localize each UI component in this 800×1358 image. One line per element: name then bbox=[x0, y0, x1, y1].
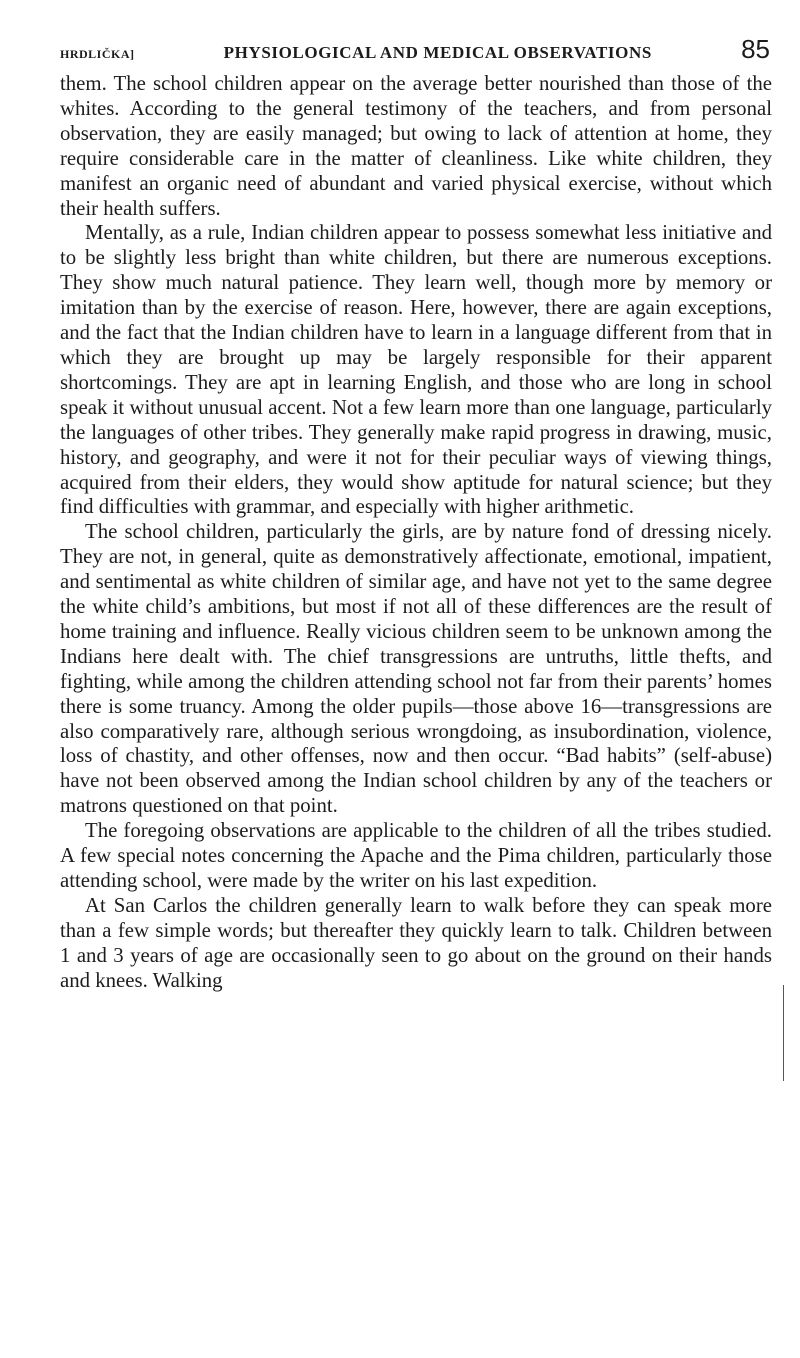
body-text bbox=[60, 72, 772, 994]
paragraph-1: them. The school children appear on the average better nourished than those of the whites. According to the general testimony of the teachers, and from personal observation, they are easily managed; but owing to lack of attention at home, they require considerable care in the matter of cleanliness. Like white children, they manifest an organic need of abundant and varied physical exercise, without which their health suffers. bbox=[60, 72, 772, 220]
running-head bbox=[60, 34, 770, 64]
page-number: 85 bbox=[741, 34, 770, 64]
paragraph-2: Mentally, as a rule, Indian children appear to possess somewhat less initiative and to be slightly less bright than white children, but there are numerous exceptions. They show much natural patience. They learn well, though more by memory or imitation than by the exercise of reason. Here, however, there are again exceptions, and the fact that the Indian children have to learn in a language different from that in which they are brought up may be largely responsible for their apparent shortcomings. They are apt in learning English, and those who are long in school speak it without unusual accent. Not a few learn more than one language, particularly the languages of other tribes. They generally make rapid progress in drawing, music, history, and geography, and were it not for their peculiar ways of viewing things, acquired from their elders, they would show aptitude for natural science; but they find difficulties with grammar, and especially with higher arithmetic. bbox=[60, 221, 772, 519]
running-head-title: PHYSIOLOGICAL AND MEDICAL OBSERVATIONS bbox=[223, 43, 652, 62]
paragraph-5: At San Carlos the children generally learn to walk before they can speak more than a few simple words; but thereafter they quickly learn to talk. Children between 1 and 3 years of age are occasionally seen to go about on the ground on their hands and knees. Walking bbox=[60, 893, 772, 992]
running-head-author: HRDLIČKA] bbox=[60, 47, 135, 61]
paragraph-4: The foregoing observations are applicable to the children of all the tribes studied. A few special notes concerning the Apache and the Pima children, particularly those attending school, were made by the writer on his last expedition. bbox=[60, 819, 772, 892]
margin-scan-mark bbox=[783, 985, 784, 1081]
paragraph-3: The school children, particularly the girls, are by nature fond of dressing nicely. They are not, in general, quite as demonstratively affectionate, emotional, impatient, and sentimental as white children of similar age, and have not yet to the same degree the white child’s ambitions, but most if not all of these differences are the result of home training and influence. Really vicious children seem to be unknown among the Indians here dealt with. The chief transgressions are untruths, little thefts, and fighting, while among the children attending school not far from their parents’ homes there is some truancy. Among the older pupils—those above 16—transgressions are also comparatively rare, although serious wrongdoing, as insubordination, violence, loss of chastity, and other offenses, now and then occur. “Bad habits” (self-abuse) have not been observed among the Indian school children by any of the teachers or matrons questioned on that point. bbox=[60, 520, 772, 818]
